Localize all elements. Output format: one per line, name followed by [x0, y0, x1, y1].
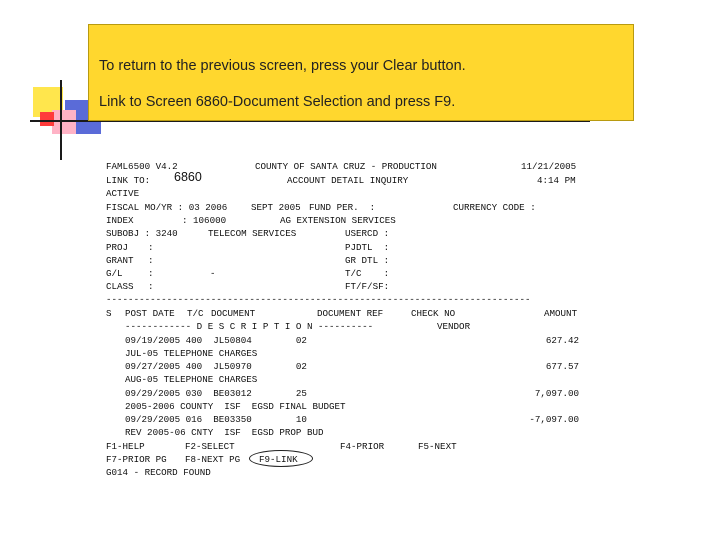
- index-field[interactable]: : 106000: [182, 215, 227, 226]
- f2-select-key[interactable]: F2-SELECT: [185, 441, 235, 452]
- transaction-description: JUL-05 TELEPHONE CHARGES: [125, 348, 258, 359]
- transaction-amount: 677.57: [545, 361, 579, 372]
- transaction-line[interactable]: 09/27/2005 400 JL50970 02: [125, 361, 307, 372]
- gl-label: G/L: [106, 268, 123, 279]
- index-label: INDEX: [106, 215, 134, 226]
- f7-prior-page-key[interactable]: F7-PRIOR PG: [106, 454, 167, 465]
- transaction-line[interactable]: 09/19/2005 400 JL50804 02: [125, 335, 307, 346]
- transaction-description: AUG-05 TELEPHONE CHARGES: [125, 374, 258, 385]
- col-description: ------------ D E S C R I P T I O N ----------: [125, 321, 374, 332]
- gr-dtl-field[interactable]: GR DTL :: [345, 255, 390, 266]
- gl-separator: -: [210, 268, 216, 279]
- f4-prior-key[interactable]: F4-PRIOR: [340, 441, 385, 452]
- gl-field[interactable]: :: [148, 268, 154, 279]
- separator-line: -----------------------------------------------------------------------------: [106, 294, 531, 305]
- transaction-amount: 7,097.00: [534, 388, 579, 399]
- screen-time: 4:14 PM: [537, 175, 576, 186]
- subobj-description: TELECOM SERVICES: [208, 228, 297, 239]
- status-message: G014 - RECORD FOUND: [106, 467, 211, 478]
- instruction-callout: [88, 24, 634, 121]
- usercd-field[interactable]: USERCD :: [345, 228, 390, 239]
- grant-label: GRANT: [106, 255, 134, 266]
- f1-help-key[interactable]: F1-HELP: [106, 441, 145, 452]
- screen-id: FAML6500 V4.2: [106, 161, 178, 172]
- col-check-no: CHECK NO: [411, 308, 456, 319]
- col-s: S: [106, 308, 112, 319]
- col-tc: T/C: [187, 308, 204, 319]
- col-document: DOCUMENT: [211, 308, 256, 319]
- fund-per-field[interactable]: FUND PER. :: [309, 202, 376, 213]
- decorative-red-square: [40, 112, 54, 126]
- screen-title: ACCOUNT DETAIL INQUIRY: [287, 175, 409, 186]
- grant-field[interactable]: :: [148, 255, 154, 266]
- fiscal-period-name: SEPT 2005: [251, 202, 301, 213]
- decorative-pink-square: [52, 110, 76, 134]
- transaction-description: 2005-2006 COUNTY ISF EGSD FINAL BUDGET: [125, 401, 346, 412]
- instruction-line-link: Link to Screen 6860-Document Selection and press F9.: [99, 94, 456, 110]
- record-status: ACTIVE: [106, 188, 140, 199]
- instruction-line-clear: To return to the previous screen, press your Clear button.: [99, 58, 466, 74]
- transaction-amount: 627.42: [545, 335, 579, 346]
- subobj-field[interactable]: SUBOBJ : 3240: [106, 228, 178, 239]
- f9-link-key[interactable]: F9-LINK: [259, 454, 298, 465]
- index-description: AG EXTENSION SERVICES: [280, 215, 396, 226]
- tc-field[interactable]: T/C :: [345, 268, 390, 279]
- class-label: CLASS: [106, 281, 134, 292]
- organization-name: COUNTY OF SANTA CRUZ - PRODUCTION: [255, 161, 437, 172]
- transaction-description: REV 2005-06 CNTY ISF EGSD PROP BUD: [125, 427, 324, 438]
- ft-f-sf-field[interactable]: FT/F/SF:: [345, 281, 390, 292]
- f5-next-key[interactable]: F5-NEXT: [418, 441, 457, 452]
- transaction-line[interactable]: 09/29/2005 016 BE03350 10: [125, 414, 307, 425]
- transaction-amount: -7,097.00: [529, 414, 579, 425]
- col-post-date: POST DATE: [125, 308, 175, 319]
- link-to-input[interactable]: 6860: [174, 170, 202, 184]
- f9-highlight-circle: [249, 450, 313, 467]
- fiscal-mo-yr-field[interactable]: FISCAL MO/YR : 03 2006: [106, 202, 228, 213]
- proj-field[interactable]: :: [148, 242, 154, 253]
- proj-label: PROJ: [106, 242, 129, 253]
- transaction-line[interactable]: 09/29/2005 030 BE03012 25: [125, 388, 307, 399]
- pjdtl-field[interactable]: PJDTL :: [345, 242, 390, 253]
- screen-date: 11/21/2005: [521, 161, 577, 172]
- f8-next-page-key[interactable]: F8-NEXT PG: [185, 454, 241, 465]
- col-amount: AMOUNT: [544, 308, 578, 319]
- currency-code-field[interactable]: CURRENCY CODE :: [453, 202, 536, 213]
- class-field[interactable]: :: [148, 281, 154, 292]
- col-vendor: VENDOR: [437, 321, 471, 332]
- link-to-label: LINK TO:: [106, 175, 151, 186]
- col-document-ref: DOCUMENT REF: [317, 308, 384, 319]
